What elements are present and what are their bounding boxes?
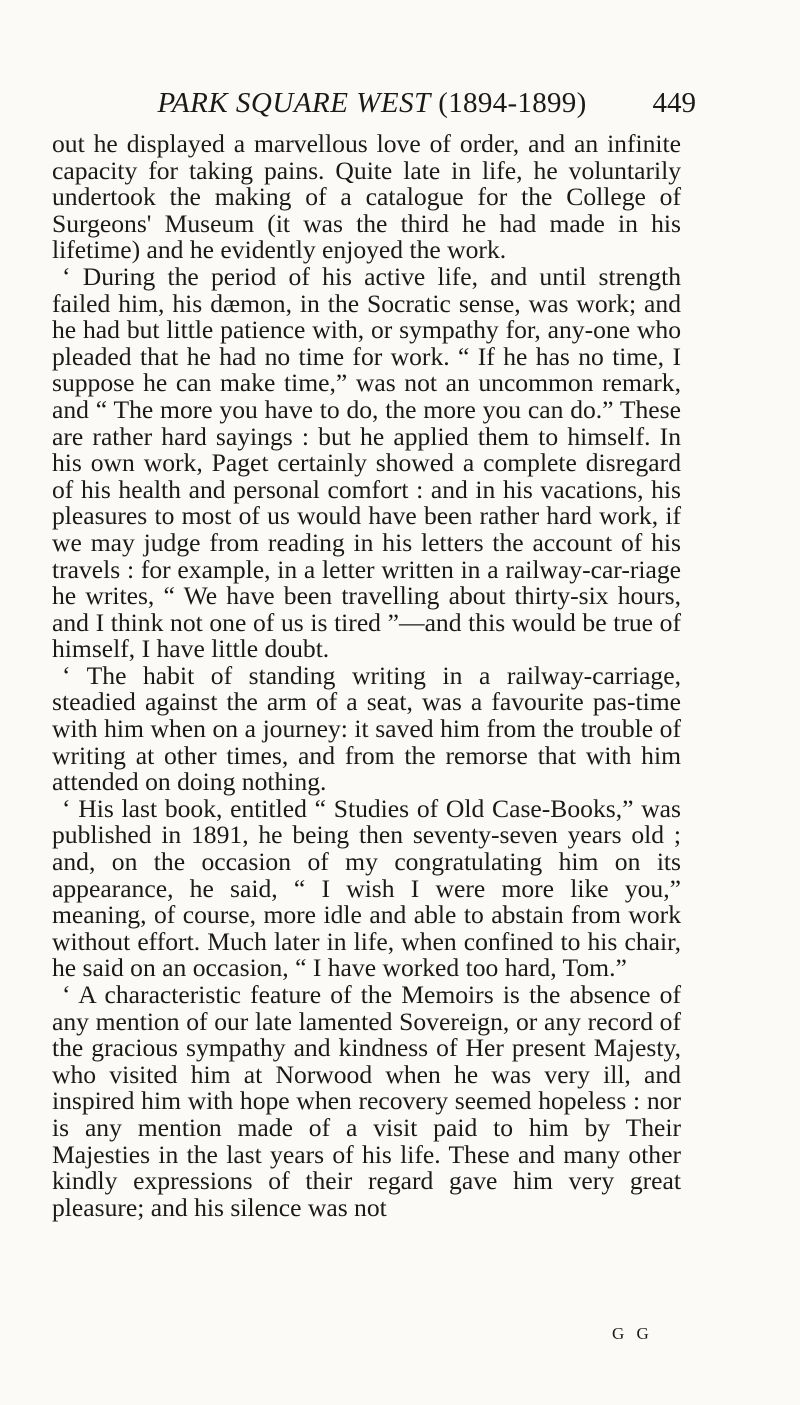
- page-number: 449: [652, 87, 696, 119]
- paragraph: out he displayed a marvellous love of order, and an infinite capacity for taking pains. Quite late in life, he voluntarily undertook the making of a catalogue for the College of Surgeons' Museum (it was the third he had made in his lifetime) and he evidently enjoyed the work.: [52, 129, 681, 265]
- paragraph: ‘ A characteristic feature of the Memoirs is the absence of any mention of our late lamented Sovereign, or any record of the gracious sympathy and kindness of Her present Majesty, who visited him at Norwood when he was very ill, and inspired him with hope when recovery seemed hopeless : nor is any mention made of a visit paid to him by Their Majesties in the last years of his life. These and many other kindly expressions of their regard gave him very great pleasure; and his silence was not: [52, 980, 681, 1222]
- body-text: [52, 131, 681, 1221]
- running-title: [52, 86, 692, 120]
- running-title-years: (1894-1899): [438, 87, 587, 119]
- running-head: [52, 82, 696, 122]
- paragraph: ‘ His last book, entitled “ Studies of Old Case-Books,” was published in 1891, he being then seventy-seven years old ; and, on the occasion of my congratulating him on its appearance, he said, “ I wish I were more like you,” meaning, of course, more idle and able to abstain from work without effort. Much later in life, when confined to his chair, he said on an occasion, “ I have worked too hard, Tom.”: [52, 793, 681, 983]
- paragraph: ‘ The habit of standing writing in a railway-carriage, steadied against the arm of a seat, was a favourite pas-time with him when on a journey: it saved him from the trouble of writing at other times, and from the remorse that with him attended on doing nothing.: [52, 660, 681, 797]
- running-title-name: PARK SQUARE WEST: [157, 87, 431, 119]
- signature-mark: G G: [612, 1324, 653, 1343]
- paragraph: ‘ During the period of his active life, and until strength failed him, his dæmon, in the Socratic sense, was work; and he had but little patience with, or sympathy for, any-one who pleaded that he had no time for work. “ If he has no time, I suppose he can make time,” was not an uncommon remark, and “ The more you have to do, the more you can do.” These are rather hard sayings : but he applied them to himself. In his own work, Paget certainly showed a complete disregard of his health and personal comfort : and in his vacations, his pleasures to most of us would have been rather hard work, if we may judge from reading in his letters the account of his travels : for example, in a letter written in a railway-car-riage he writes, “ We have been travelling about thirty-six hours, and I think not one of us is tired ”—and this would be true of himself, I have little doubt.: [52, 261, 681, 664]
